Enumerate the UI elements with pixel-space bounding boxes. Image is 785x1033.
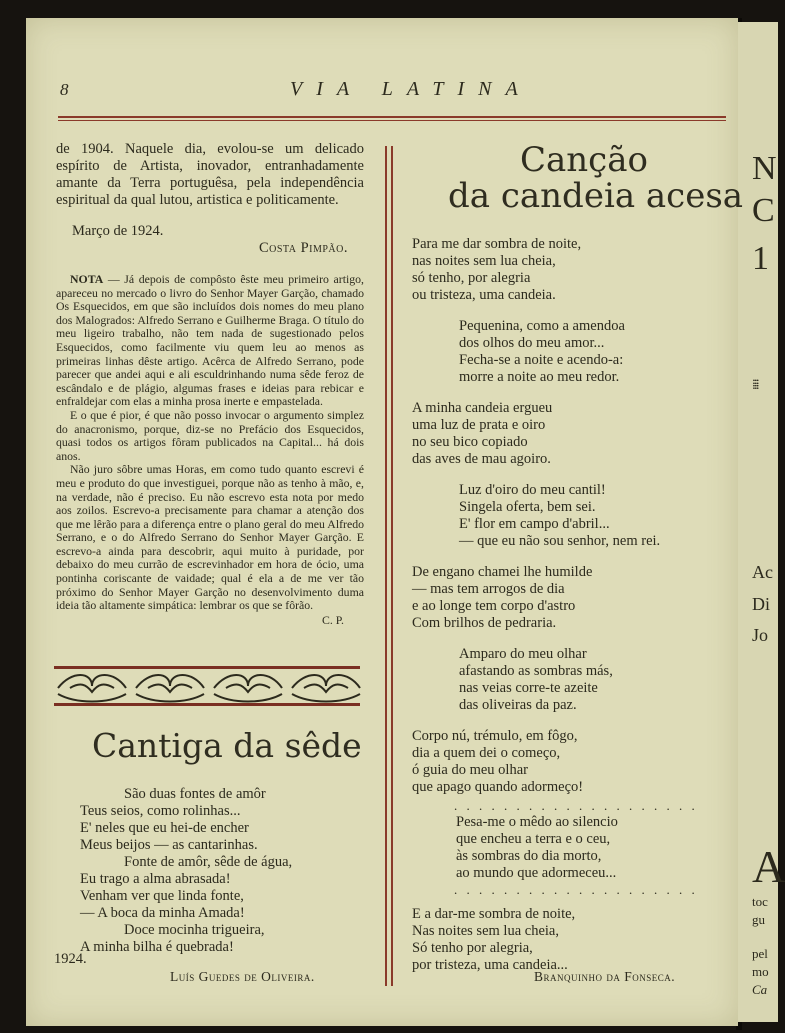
column-divider	[391, 146, 393, 986]
dotted-separator: . . . . . . . . . . . . . . . . . . . .	[454, 798, 698, 813]
note-block	[56, 273, 364, 627]
poem-line: que apago quando adormeço!	[412, 779, 584, 795]
stanza	[412, 564, 722, 632]
stanza	[412, 728, 722, 796]
poem-line: São duas fontes de amôr	[124, 786, 266, 802]
poem-line: dos olhos do meu amor...	[459, 335, 605, 351]
decorative-ornament-icon	[52, 664, 362, 708]
note-paragraph: Não juro sôbre umas Horas, em como tudo quanto escrevi é meu e produto do que investiguei, porque não as tenho à mão, e, na verdade, não é preciso. Eu não escrevo esta nota por medo aos zoilos. Escrevo-a precisamente para chamar a atenção dos que me lêrão para a diferença entre o plano geral do meu Alfredo Serrano, e o do Alfredo Serrano do Senhor Mayer Garção. E escrevo-a ainda para descobrir, aqui muito à puridade, por debaixo do meu currão de escrevinhador em hora de ócio, uma pontinha coriscante de vaidade; qual é ela a de me ver tão próximo do Senhor Mayer Garção no desenvolvimento duma ideia tão altamente simpática: lembrar os que se fôrão.	[56, 462, 364, 613]
poem-line: Doce mocinha trigueira,	[124, 922, 265, 938]
poem-line: afastando as sombras más,	[459, 663, 613, 679]
poem-line: Meus beijos — as cantarinhas.	[80, 837, 258, 853]
left-column	[56, 141, 364, 627]
poem-author: Luís Guedes de Oliveira.	[170, 969, 315, 984]
adjacent-fragment: pel	[752, 946, 768, 961]
poem-line: A minha candeia ergueu	[412, 400, 553, 416]
stanza	[412, 906, 722, 974]
stanza	[412, 318, 722, 386]
note-paragraph: E o que é pior, é que não posso invocar o argumento simplez do anacronismo, porque, diz-se no Prefácio dos Esquecidos, quasi todos os artigos fôram publicados na Capital... há dois anos.	[56, 407, 364, 463]
poem-line: das oliveiras da paz.	[459, 697, 577, 713]
poem-line: Pequenina, como a amendoa	[459, 318, 625, 334]
header-rule	[58, 120, 726, 121]
adjacent-fragment: C	[752, 192, 775, 229]
stanza	[412, 814, 722, 882]
poem-line: Singela oferta, bem sei.	[459, 499, 596, 515]
poem-line: morre a noite ao meu redor.	[459, 369, 620, 385]
article-author: Costa Pimpão.	[258, 240, 348, 256]
poem-author: Branquinho da Fonseca.	[534, 969, 676, 984]
poem-line: Pesa-me o mêdo ao silencio	[456, 814, 618, 830]
column-divider	[385, 146, 387, 986]
adjacent-fragment: N	[752, 150, 777, 187]
poem-year: 1924.	[54, 951, 87, 967]
poem-line: Para me dar sombra de noite,	[412, 236, 582, 252]
poem-line: E a dar-me sombra de noite,	[412, 906, 576, 922]
poem-title: Cantiga da sêde	[92, 726, 362, 765]
poem-line: às sombras do dia morto,	[456, 848, 602, 864]
poem-line: que encheu a terra e o ceu,	[456, 831, 611, 847]
poem-line: Teus seios, como rolinhas...	[80, 803, 241, 819]
poem-line: — A boca da minha Amada!	[80, 905, 245, 921]
poem-line: nas veias corre-te azeite	[459, 680, 598, 696]
adjacent-fragment: mo	[752, 964, 769, 979]
poem-line: Venham ver que linda fonte,	[80, 888, 244, 904]
journal-title: VIA LATINA	[290, 78, 532, 100]
adjacent-fragment: Ca	[752, 982, 768, 997]
note-label: NOTA	[70, 272, 104, 286]
poem-line: só tenho, por alegria	[412, 270, 531, 286]
dotted-separator: . . . . . . . . . . . . . . . . . . . .	[454, 882, 698, 897]
ornament-fragment-icon: ⁞⁞⁞	[752, 378, 758, 393]
poem-line: Fecha-se a noite e acendo-a:	[459, 352, 624, 368]
poem-line: De engano chamei lhe humilde	[412, 564, 593, 580]
poem-line: ao mundo que adormeceu...	[456, 865, 617, 881]
adjacent-fragment: Ac	[752, 562, 773, 582]
poem-line: no seu bico copiado	[412, 434, 528, 450]
article-date: Março de 1924.	[72, 223, 164, 239]
poem-line: Com brilhos de pedraria.	[412, 615, 557, 631]
poem-line: por tristeza, uma candeia...	[412, 957, 568, 973]
poem-title-line-2: da candeia acesa	[448, 176, 744, 216]
stanza	[412, 482, 722, 550]
poem-line: E' flor em campo d'abril...	[459, 516, 610, 532]
adjacent-fragment: toc	[752, 894, 768, 909]
stanza	[412, 400, 722, 468]
poem-line: nas noites sem lua cheia,	[412, 253, 556, 269]
adjacent-fragment: Jo	[752, 625, 769, 645]
poem-line: ou tristeza, uma candeia.	[412, 287, 556, 303]
poem-line: das aves de mau agoiro.	[412, 451, 551, 467]
adjacent-fragment: Di	[752, 594, 770, 614]
note-signature: C. P.	[322, 612, 344, 627]
poem-line: e ao longe tem corpo d'astro	[412, 598, 576, 614]
intro-paragraph: de 1904. Naquele dia, evolou-se um delicado espírito de Artista, inovador, entranhadamente amante da Terra portuguêsa, pela independência espiritual da qual lutou, artistica e politicamente.	[56, 141, 364, 208]
poem-line: dia a quem dei o começo,	[412, 745, 561, 761]
poem-lines	[80, 786, 370, 956]
stanza	[412, 236, 722, 304]
stanza	[412, 646, 722, 714]
header-rule	[58, 116, 726, 118]
poem-line: Só tenho por alegria,	[412, 940, 533, 956]
adjacent-page-edge	[738, 22, 785, 1022]
adjacent-fragment: A	[752, 841, 785, 892]
poem-line: Fonte de amôr, sêde de água,	[124, 854, 293, 870]
poem-line: Amparo do meu olhar	[459, 646, 587, 662]
poem-line: A minha bilha é quebrada!	[80, 939, 234, 955]
poem-title: Canção	[520, 140, 648, 180]
poem-line: — que eu não sou senhor, nem rei.	[459, 533, 661, 549]
poem-line: Eu trago a alma abrasada!	[80, 871, 231, 887]
adjacent-fragment: gu	[752, 912, 765, 927]
poem-line: Corpo nú, trémulo, em fôgo,	[412, 728, 578, 744]
right-poem	[412, 236, 722, 974]
poem-line: Nas noites sem lua cheia,	[412, 923, 559, 939]
poem-line: — mas tem arrogos de dia	[412, 581, 565, 597]
poem-line: Luz d'oiro do meu cantil!	[459, 482, 606, 498]
poem-line: E' neles que eu hei-de encher	[80, 820, 249, 836]
adjacent-fragment: 1	[752, 240, 769, 277]
page-number: 8	[60, 80, 69, 99]
poem-line: uma luz de prata e oiro	[412, 417, 546, 433]
note-paragraph: NOTA — Já depois de compôsto êste meu primeiro artigo, apareceu no mercado o livro do Senhor Mayer Garção, chamado Os Esquecidos, em que são incluídos dois nomes do meu plano dos Malogrados: Alfredo Serrano e Guilherme Braga. O título do meu ligeiro trabalho, não tem nada de sugestionado pelos Esquecidos, como facilmente viu quem leu ao menos as primeiras linhas dêste artigo. Acêrca de Alfredo Serrano, pode parecer que andei aqui e ali esculdrinhando numa sêde feroz de escândalo e de plágio, algumas frases e ideias para rebicar e enfraldejar com elas a minha prosa inerte e empastelada.	[56, 272, 364, 409]
poem-line: ó guia do meu olhar	[412, 762, 528, 778]
